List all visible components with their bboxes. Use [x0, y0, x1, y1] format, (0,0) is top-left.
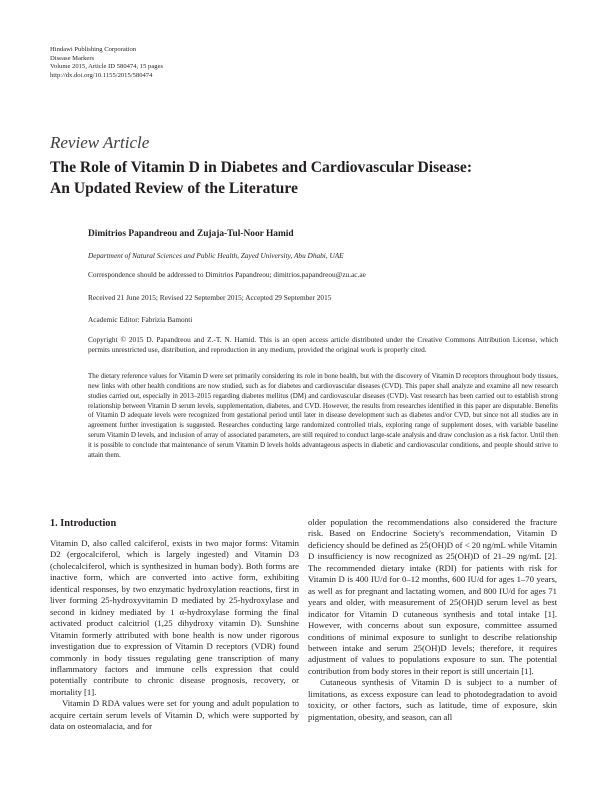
- received-dates: Received 21 June 2015; Revised 22 September 2015; Accepted 29 September 2015: [88, 293, 332, 302]
- article-title: [50, 157, 555, 199]
- body-column-right: [308, 517, 557, 723]
- journal-name: Disease Markers: [50, 54, 95, 62]
- affiliation: Department of Natural Sciences and Public Health, Zayed University, Abu Dhabi, UAE: [88, 251, 344, 260]
- body-column-left: [50, 517, 299, 733]
- publisher-name: Hindawi Publishing Corporation: [50, 46, 137, 53]
- article-type: Review Article: [50, 133, 150, 152]
- author-list: Dimitrios Papandreou and Zujaja-Tul-Noor Hamid: [88, 229, 294, 239]
- correspondence: Correspondence should be addressed to Dimitrios Papandreou; dimitrios.papandreou@zu.ac.ae: [88, 270, 366, 279]
- body-paragraph: Cutaneous synthesis of Vitamin D is subject to a number of limitations, as excess exposure can lead to photodegradation to avoid toxicity, or other factors, such as latitude, time of exposure, skin pigmentation, obesity, and season, can all: [308, 677, 557, 722]
- doi-link[interactable]: http://dx.doi.org/10.1155/2015/580474: [50, 71, 153, 79]
- body-paragraph: Vitamin D RDA values were set for young and adult population to acquire certain serum levels of Vitamin D, which were supported by data on osteomalacia, and for: [50, 698, 299, 732]
- abstract: The dietary reference values for Vitamin D were set primarily considering its role in bone health, but with the discovery of Vitamin D receptors throughout body tissues, new links with other health conditions are now studied, such as for diabetes and cardiovascular diseases (CVD). This paper shall analyze and examine all new research studies carried out, especially in 2013–2015 regarding diabetes mellitus (DM) and cardiovascular diseases (CVD). Vast research has been carried out to establish strong relationship between Vitamin D serum levels, supplementation, diabetes, and CVD. However, the results from researches identified in this paper are disputable. Benefits of Vitamin D adequate levels were recognized from gestational period until later in disease development such as diabetes and/or CVD, but since not all studies are in agreement further investigation is suggested. Researches conducting large randomized controlled trials, exploring range of supplement doses, with variable baseline serum Vitamin D levels, and inclusion of array of associated parameters, are still required to conduct large-scale analysis and draw conclusion as a risk factor. Until then it is possible to conclude that maintenance of serum Vitamin D levels holds advantageous aspects in diabetic and cardiovascular conditions, and people should strive to attain them.: [88, 372, 558, 459]
- body-paragraph: older population the recommendations also considered the fracture risk. Based on Endocrine Society's recommendation, Vitamin D deficiency should be defined as 25(OH)D of < 20 ng/mL while Vitamin D insufficiency is now recognized as 25(OH)D of 21–29 ng/mL [2]. The recommended dietary intake (RDI) for patients with risk for Vitamin D is 400 IU/d for 0–12 months, 600 IU/d for ages 1–70 years, as well as for pregnant and lactating women, and 800 IU/d for ages 71 years and older, with measurement of 25(OH)D serum level as best indicator for Vitamin D cutaneous synthesis and total intake [1]. However, with concerns about sun exposure, committee assumed conditions of minimal exposure to sunlight to describe relationship between intake and serum 25(OH)D levels; therefore, it requires adjustment of values to populations exposure to sun. The potential contribution from body stores in their report is still uncertain [1].: [308, 517, 557, 676]
- article-title-line: The Role of Vitamin D in Diabetes and Cardiovascular Disease:: [50, 159, 473, 176]
- journal-header: [50, 46, 350, 80]
- section-heading: 1. Introduction: [50, 518, 117, 529]
- academic-editor: Academic Editor: Fabrizia Bamonti: [88, 315, 193, 324]
- volume-info: Volume 2015, Article ID 580474, 15 pages: [50, 63, 164, 71]
- article-title-line: An Updated Review of the Literature: [50, 180, 298, 197]
- body-paragraph: Vitamin D, also called calciferol, exists in two major forms: Vitamin D2 (ergocalciferol, which is largely ingested) and Vitamin D3 (cholecalciferol, which is synthesized in human body). Both forms are inactive form, which are converted into active form, exhibiting identical responses, by two enzymatic hydroxylation reactions, first in liver forming 25-hydroxyvitamin D mediated by 25-hydroxylase and second in kidney mediated by 1 α-hydroxylase forming the final activated product calcitriol (1,25 dihydroxy vitamin D). Sunshine Vitamin formerly attributed with bone health is now under rigorous investigation due to expression of Vitamin D receptors (VDR) found commonly in body tissues regulating gene transcription of many inflammatory factors and immune cells expression that could potentially contribute to chronic disease prognosis, recovery, or mortality [1].: [50, 538, 299, 697]
- copyright-notice: Copyright © 2015 D. Papandreou and Z.-T. N. Hamid. This is an open access article distributed under the Creative Commons Attribution License, which permits unrestricted use, distribution, and reproduction in any medium, provided the original work is properly cited.: [88, 335, 558, 355]
